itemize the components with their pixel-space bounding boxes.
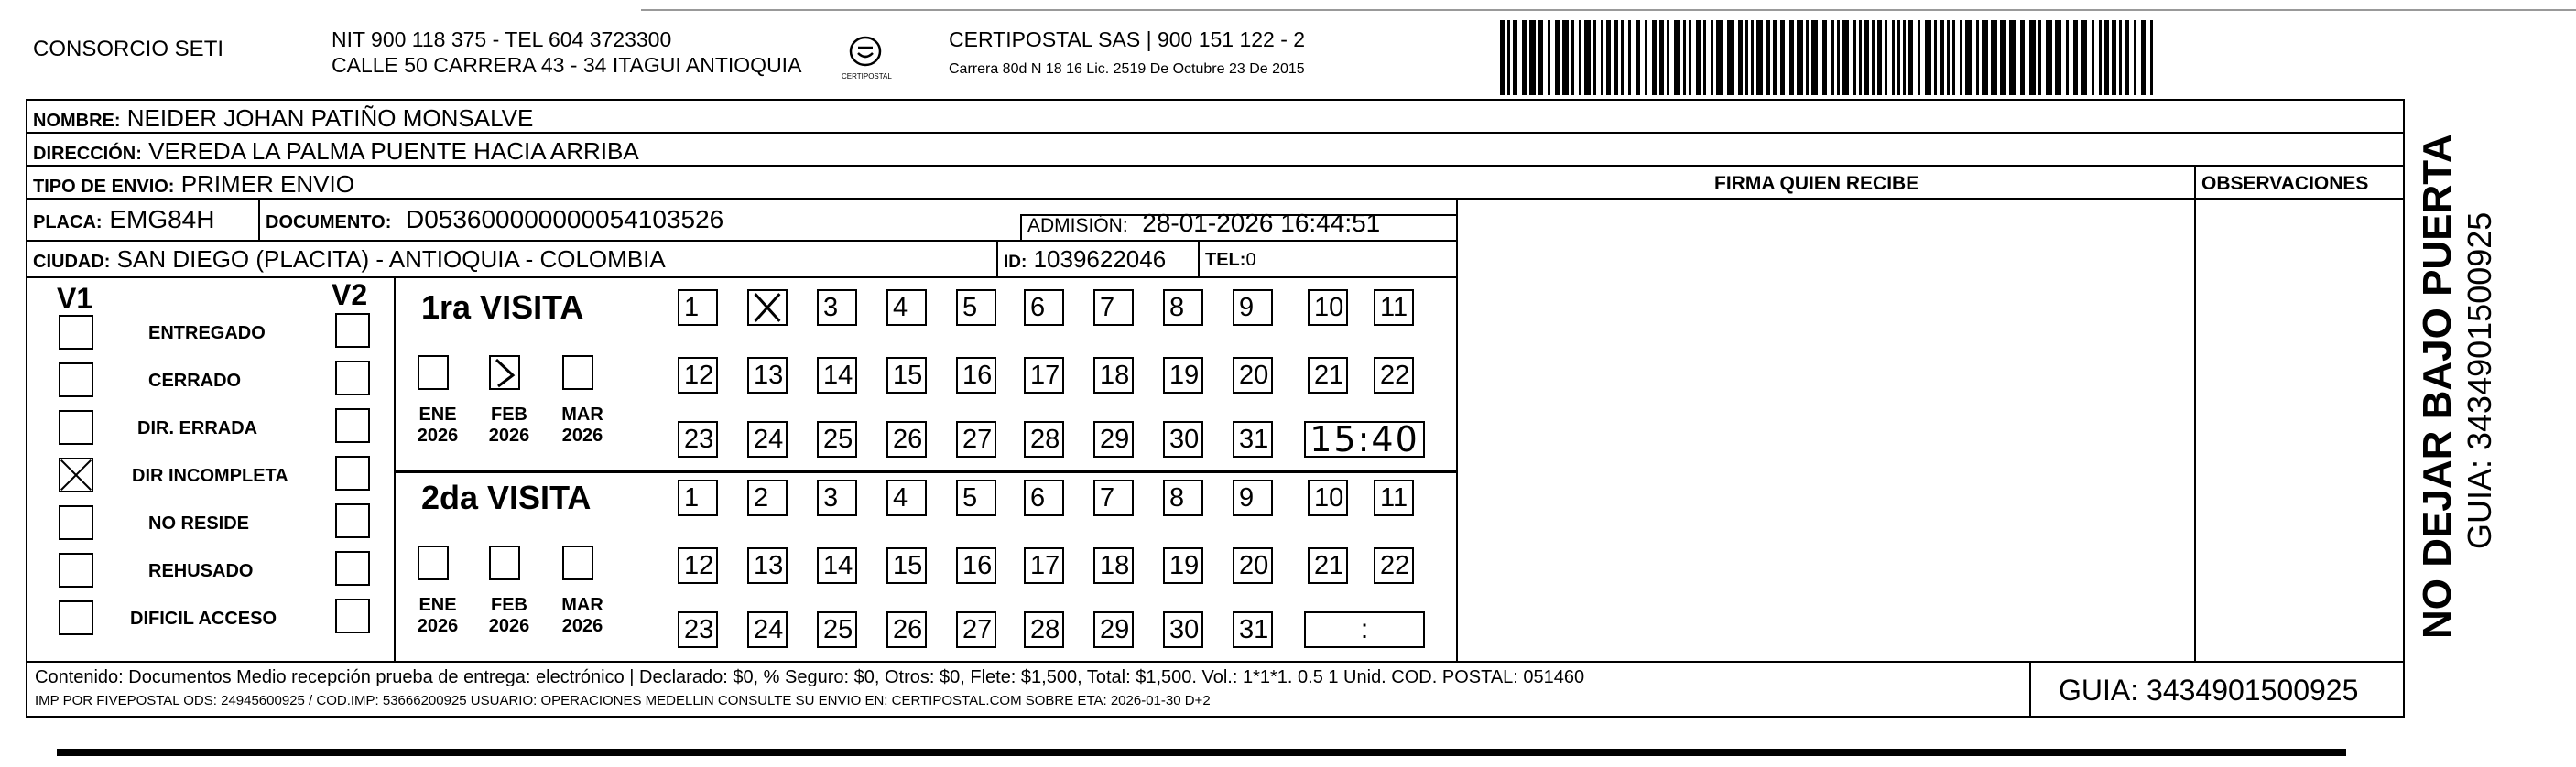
second-day-9[interactable]: 9 xyxy=(1233,480,1273,516)
month-year: 2026 xyxy=(561,616,603,636)
month-year: 2026 xyxy=(417,426,459,446)
tipo-label: TIPO DE ENVIO: xyxy=(33,177,175,197)
second-day-27[interactable]: 27 xyxy=(956,611,996,648)
tipo-value: PRIMER ENVIO xyxy=(180,170,354,198)
month-label-group xyxy=(555,405,610,447)
first-day-30[interactable]: 30 xyxy=(1163,421,1203,458)
second-day-11[interactable]: 11 xyxy=(1374,480,1414,516)
status-reason-label: DIFICIL ACCESO xyxy=(130,609,277,629)
documento-row xyxy=(266,207,723,232)
first-day-26[interactable]: 26 xyxy=(886,421,927,458)
month-year: 2026 xyxy=(488,616,530,636)
first-day-2[interactable] xyxy=(747,289,788,326)
second-day-10[interactable]: 10 xyxy=(1308,480,1348,516)
v2-checkbox-4[interactable] xyxy=(335,503,370,538)
placa-label: PLACA: xyxy=(33,212,103,232)
month-label: ENE xyxy=(418,595,457,615)
status-reason-label: NO RESIDE xyxy=(148,513,250,534)
carrier-line: CERTIPOSTAL SAS | 900 151 122 - 2 xyxy=(949,27,1306,51)
tel-row xyxy=(1205,251,1256,269)
second-day-28[interactable]: 28 xyxy=(1024,611,1064,648)
first-day-6[interactable]: 6 xyxy=(1024,289,1064,326)
second-day-17[interactable]: 17 xyxy=(1024,547,1064,584)
second-day-7[interactable]: 7 xyxy=(1093,480,1134,516)
license-line: Carrera 80d N 18 16 Lic. 2519 De Octubre 23 De 2015 xyxy=(949,61,1305,77)
second-day-24[interactable]: 24 xyxy=(747,611,788,648)
documento-value: D053600000000054103526 xyxy=(405,205,724,233)
first-day-10[interactable]: 10 xyxy=(1308,289,1348,326)
placa-row xyxy=(33,207,214,232)
ciudad-row xyxy=(33,247,666,271)
first-month-box-ene[interactable] xyxy=(418,355,449,390)
month-label-group xyxy=(482,595,537,637)
second-day-18[interactable]: 18 xyxy=(1093,547,1134,584)
second-day-26[interactable]: 26 xyxy=(886,611,927,648)
logo-text: CERTIPOSTAL xyxy=(842,72,892,81)
second-day-30[interactable]: 30 xyxy=(1163,611,1203,648)
v1-checkbox-1[interactable] xyxy=(59,362,93,397)
direccion-row xyxy=(33,139,639,163)
first-day-12[interactable]: 12 xyxy=(678,357,718,394)
barcode xyxy=(1500,20,2159,95)
first-day-1[interactable]: 1 xyxy=(678,289,718,326)
first-day-11[interactable]: 11 xyxy=(1374,289,1414,326)
id-value: 1039622046 xyxy=(1033,245,1167,273)
first-month-box-mar[interactable] xyxy=(562,355,593,390)
admision-label: ADMISIÓN: xyxy=(1027,215,1128,236)
contenido-line: Contenido: Documentos Medio recepción prueba de entrega: electrónico | Declarado: $0, % Seguro: $0, Otros: $0, Flete: $1,500, Total: $1,500. Vol.: 1*1*1. 0.5 1 Unid. COD. POSTAL: 051460 xyxy=(35,667,1585,687)
second-month-box-feb[interactable] xyxy=(489,546,520,580)
second-time-box[interactable] xyxy=(1304,611,1425,648)
first-day-9[interactable]: 9 xyxy=(1233,289,1273,326)
first-day-3[interactable]: 3 xyxy=(817,289,857,326)
month-label: MAR xyxy=(561,405,603,425)
month-label-group xyxy=(410,595,465,637)
v2-checkbox-0[interactable] xyxy=(335,313,370,348)
month-label: FEB xyxy=(491,595,527,615)
ciudad-label: CIUDAD: xyxy=(33,252,111,272)
first-visit-title: 1ra VISITA xyxy=(421,288,584,326)
status-reason-label: REHUSADO xyxy=(148,561,254,581)
admision-value: 28-01-2026 16:44:51 xyxy=(1142,209,1381,237)
first-day-15[interactable]: 15 xyxy=(886,357,927,394)
second-day-5[interactable]: 5 xyxy=(956,480,996,516)
v1-checkbox-6[interactable] xyxy=(59,600,93,635)
footer-guia: GUIA: 3434901500925 xyxy=(2059,674,2359,707)
month-label-group xyxy=(555,595,610,637)
v2-checkbox-1[interactable] xyxy=(335,361,370,395)
first-day-4[interactable]: 4 xyxy=(886,289,927,326)
month-label-group xyxy=(410,405,465,447)
status-reason-label: DIR. ERRADA xyxy=(137,418,258,438)
first-day-5[interactable]: 5 xyxy=(956,289,996,326)
v2-checkbox-3[interactable] xyxy=(335,456,370,491)
second-day-6[interactable]: 6 xyxy=(1024,480,1064,516)
nombre-label: NOMBRE: xyxy=(33,111,121,131)
first-day-19[interactable]: 19 xyxy=(1163,357,1203,394)
ciudad-value: SAN DIEGO (PLACITA) - ANTIOQUIA - COLOMBIA xyxy=(116,245,666,273)
second-day-22[interactable]: 22 xyxy=(1374,547,1414,584)
v2-checkbox-6[interactable] xyxy=(335,599,370,633)
second-day-21[interactable]: 21 xyxy=(1308,547,1348,584)
first-day-14[interactable]: 14 xyxy=(817,357,857,394)
month-label: ENE xyxy=(418,405,457,425)
sender-name: CONSORCIO SETI xyxy=(33,37,224,61)
first-day-13[interactable]: 13 xyxy=(747,357,788,394)
second-visit-title: 2da VISITA xyxy=(421,479,592,516)
v1-checkbox-2[interactable] xyxy=(59,410,93,445)
second-day-25[interactable]: 25 xyxy=(817,611,857,648)
second-day-23[interactable]: 23 xyxy=(678,611,718,648)
first-day-31[interactable]: 31 xyxy=(1233,421,1273,458)
tipo-row xyxy=(33,172,354,196)
first-day-20[interactable]: 20 xyxy=(1233,357,1273,394)
v1-checkbox-3[interactable] xyxy=(59,458,93,492)
direccion-value: VEREDA LA PALMA PUENTE HACIA ARRIBA xyxy=(148,137,639,165)
status-reason-label: CERRADO xyxy=(148,371,242,391)
month-mark-icon xyxy=(491,357,518,388)
direccion-label: DIRECCIÓN: xyxy=(33,144,142,164)
first-day-24[interactable]: 24 xyxy=(747,421,788,458)
imp-line: IMP POR FIVEPOSTAL ODS: 24945600925 / COD.IMP: 53666200925 USUARIO: OPERACIONES MEDELLIN CONSULTE SU ENVIO EN: CERTIPOSTAL.COM SOBRE ETA: 2026-01-30 D+2 xyxy=(35,693,1211,708)
status-reason-label: DIR INCOMPLETA xyxy=(132,466,288,486)
second-day-19[interactable]: 19 xyxy=(1163,547,1203,584)
certipostal-logo xyxy=(833,33,897,84)
first-day-23[interactable]: 23 xyxy=(678,421,718,458)
second-day-29[interactable]: 29 xyxy=(1093,611,1134,648)
nombre-value: NEIDER JOHAN PATIÑO MONSALVE xyxy=(126,104,534,132)
first-day-16[interactable]: 16 xyxy=(956,357,996,394)
second-day-3[interactable]: 3 xyxy=(817,480,857,516)
observaciones-header: OBSERVACIONES xyxy=(2201,173,2369,194)
documento-label: DOCUMENTO: xyxy=(266,212,392,232)
v2-checkbox-5[interactable] xyxy=(335,551,370,586)
second-day-13[interactable]: 13 xyxy=(747,547,788,584)
second-time-value: : xyxy=(1360,614,1369,644)
address-line: CALLE 50 CARRERA 43 - 34 ITAGUI ANTIOQUIA xyxy=(332,53,802,77)
v1-label: V1 xyxy=(57,282,93,315)
tel-label: TEL: xyxy=(1205,250,1246,270)
placa-value: EMG84H xyxy=(109,205,215,233)
nombre-row xyxy=(33,106,533,130)
first-day-27[interactable]: 27 xyxy=(956,421,996,458)
first-day-7[interactable]: 7 xyxy=(1093,289,1134,326)
id-label: ID: xyxy=(1004,253,1027,272)
first-day-29[interactable]: 29 xyxy=(1093,421,1134,458)
second-day-16[interactable]: 16 xyxy=(956,547,996,584)
second-day-2[interactable]: 2 xyxy=(747,480,788,516)
second-day-8[interactable]: 8 xyxy=(1163,480,1203,516)
month-label: MAR xyxy=(561,595,603,615)
second-day-1[interactable]: 1 xyxy=(678,480,718,516)
tel-value: 0 xyxy=(1245,250,1256,270)
month-label-group xyxy=(482,405,537,447)
first-time-box[interactable] xyxy=(1304,421,1425,458)
id-row xyxy=(1004,247,1166,271)
first-day-18[interactable]: 18 xyxy=(1093,357,1134,394)
nit-line: NIT 900 118 375 - TEL 604 3723300 xyxy=(332,27,672,51)
second-day-4[interactable]: 4 xyxy=(886,480,927,516)
first-day-25[interactable]: 25 xyxy=(817,421,857,458)
status-reason-label: ENTREGADO xyxy=(148,323,266,343)
first-time-value: 15:40 xyxy=(1310,419,1419,459)
first-month-box-feb[interactable] xyxy=(489,355,520,390)
month-label: FEB xyxy=(491,405,527,425)
month-year: 2026 xyxy=(561,426,603,446)
first-day-28[interactable]: 28 xyxy=(1024,421,1064,458)
second-month-box-mar[interactable] xyxy=(562,546,593,580)
month-year: 2026 xyxy=(488,426,530,446)
v1-checkbox-4[interactable] xyxy=(59,505,93,540)
second-day-12[interactable]: 12 xyxy=(678,547,718,584)
admision-row xyxy=(1027,211,1380,236)
second-day-20[interactable]: 20 xyxy=(1233,547,1273,584)
v2-checkbox-2[interactable] xyxy=(335,408,370,443)
firma-header: FIRMA QUIEN RECIBE xyxy=(1714,173,1919,194)
v2-label: V2 xyxy=(332,278,368,311)
v1-checkbox-0[interactable] xyxy=(59,315,93,350)
second-day-14[interactable]: 14 xyxy=(817,547,857,584)
second-day-15[interactable]: 15 xyxy=(886,547,927,584)
second-day-31[interactable]: 31 xyxy=(1233,611,1273,648)
first-day-17[interactable]: 17 xyxy=(1024,357,1064,394)
first-day-8[interactable]: 8 xyxy=(1163,289,1203,326)
first-day-22[interactable]: 22 xyxy=(1374,357,1414,394)
first-day-21[interactable]: 21 xyxy=(1308,357,1348,394)
second-month-box-ene[interactable] xyxy=(418,546,449,580)
no-dejar-warning: NO DEJAR BAJO PUERTA xyxy=(2415,134,2460,639)
side-guia: GUIA: 3434901500925 xyxy=(2461,211,2498,549)
v1-checkbox-5[interactable] xyxy=(59,553,93,588)
month-year: 2026 xyxy=(417,616,459,636)
